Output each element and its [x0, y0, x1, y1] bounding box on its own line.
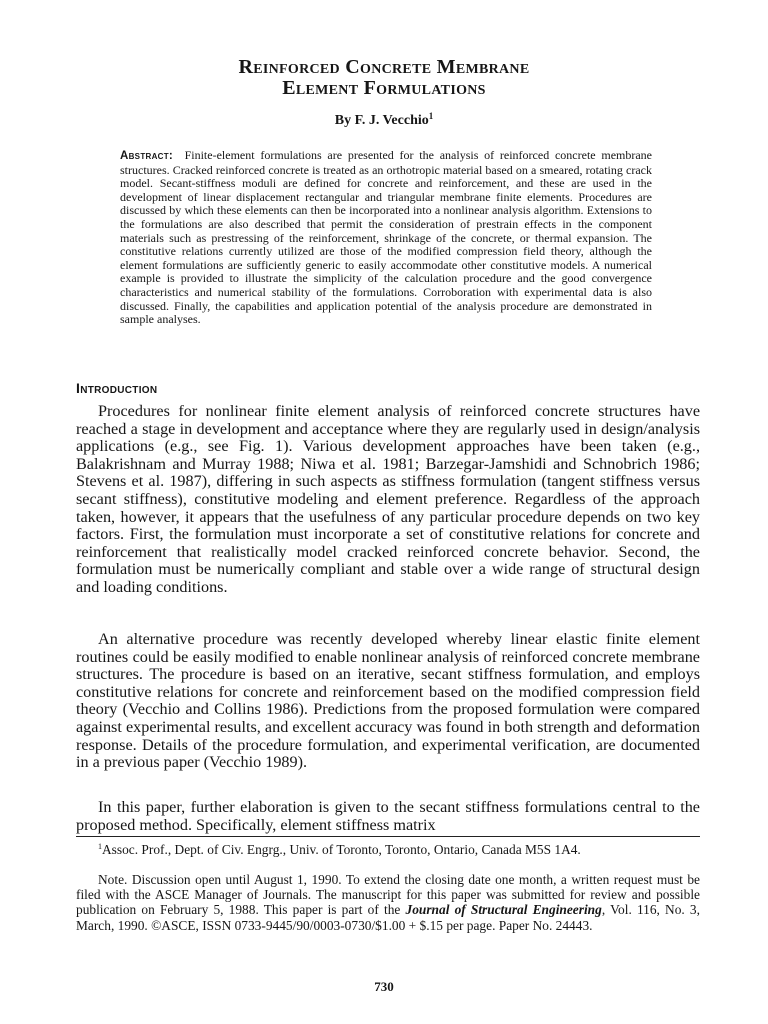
abstract-label: Abstract: [120, 150, 174, 162]
introduction-paragraph-1-block [76, 403, 700, 597]
introduction-heading: Introduction [76, 380, 158, 396]
paper-title-line-2: Element Formulations [282, 77, 486, 99]
page-number: 730 [374, 979, 394, 994]
paper-title-line-1: Reinforced Concrete Membrane [238, 56, 530, 78]
footnote-affiliation [76, 839, 700, 857]
note-text-after: , Vol. 116, No. 3, March, 1990. ©ASCE, ISSN 0733-9445/90/0003-0730/$1.00 + $.15 per page. Paper No. 24443. [76, 902, 700, 933]
introduction-paragraph-2-block [76, 631, 700, 772]
footnote-discussion-note [76, 872, 700, 933]
introduction-paragraph: In this paper, further elaboration is given to the secant stiffness formulations central to the proposed method. Specifically, element stiffness matrix [76, 798, 700, 834]
author-byline [0, 111, 768, 129]
introduction-paragraph: Procedures for nonlinear finite element analysis of reinforced concrete structures have reached a stage in development and acceptance where they are regularly used in design/analysis applications (e.g., see Fig. 1). Various development approaches have been taken (e.g., Balakrishnam and Murray 1988; Niwa et al. 1981; Barzegar-Jamshidi and Schnobrich 1986; Stevens et al. 1987), differing in such aspects as stiffness formulation (tangent stiffness versus secant stiffness), constitutive modeling and element preference. Regardless of the approach taken, however, it appears that the usefulness of any particular procedure depends on two key factors. First, the formulation must incorporate a set of constitutive relations for concrete and reinforcement that realistically model cracked reinforced concrete behavior. Second, the formulation must be numerically compliant and stable over a wide range of structural design and loading conditions. [76, 402, 700, 596]
introduction-paragraph-3-block [76, 799, 700, 834]
author-name: By F. J. Vecchio [334, 113, 429, 128]
abstract-block [120, 149, 652, 327]
introduction-paragraph: An alternative procedure was recently developed whereby linear elastic finite element routines could be easily modified to enable nonlinear analysis of reinforced concrete membrane structures. The procedure is based on an iterative, secant stiffness formulation, and employs constitutive relations for concrete and reinforcement based on the modified compression field theory (Vecchio and Collins 1986). Predictions from the proposed formulation were compared against experimental results, and excellent accuracy was found in both strength and deformation response. Details of the procedure formulation, and experimental verification, are documented in a previous paper (Vecchio 1989). [76, 630, 700, 772]
footnote-divider [76, 836, 700, 837]
affiliation-text: Assoc. Prof., Dept. of Civ. Engrg., Univ. of Toronto, Toronto, Ontario, Canada M5S 1A4. [102, 842, 581, 857]
note-text-before: Note. Discussion open until August 1, 1990. To extend the closing date one month, a written request must be filed with the ASCE Manager of Journals. The manuscript for this paper was submitted for review and possible publication on February 5, 1988. This paper is part of the [76, 872, 700, 918]
affiliation-mark: 1 [98, 842, 102, 851]
abstract-text: Finite-element formulations are presented for the analysis of reinforced concrete membrane structures. Cracked reinforced concrete is treated as an orthotropic material based on a smeared, rotating crack model. Secant-stiffness moduli are defined for concrete and reinforcement, and these are used in the development of linear displacement rectangular and triangular membrane finite elements. Procedures are discussed by which these elements can then be incorporated into a nonlinear analysis algorithm. Extensions to the formulations are also described that permit the consideration of prestrain effects in the component materials such as prestressing of the reinforcement, shrinkage of the concrete, or thermal expansion. The constitutive relations currently utilized are those of the modified compression field theory, although the element formulations are sufficiently generic to easily accommodate other constitutive models. A numerical example is provided to illustrate the simplicity of the calculation procedure and the good convergence characteristics and numerical stability of the formulations. Corroboration with experimental data is also discussed. Finally, the capabilities and application potential of the analysis procedure are demonstrated in sample analyses. [120, 148, 653, 327]
author-footnote-mark: 1 [428, 111, 434, 121]
journal-name: Journal of Structural Engineering [405, 902, 602, 918]
